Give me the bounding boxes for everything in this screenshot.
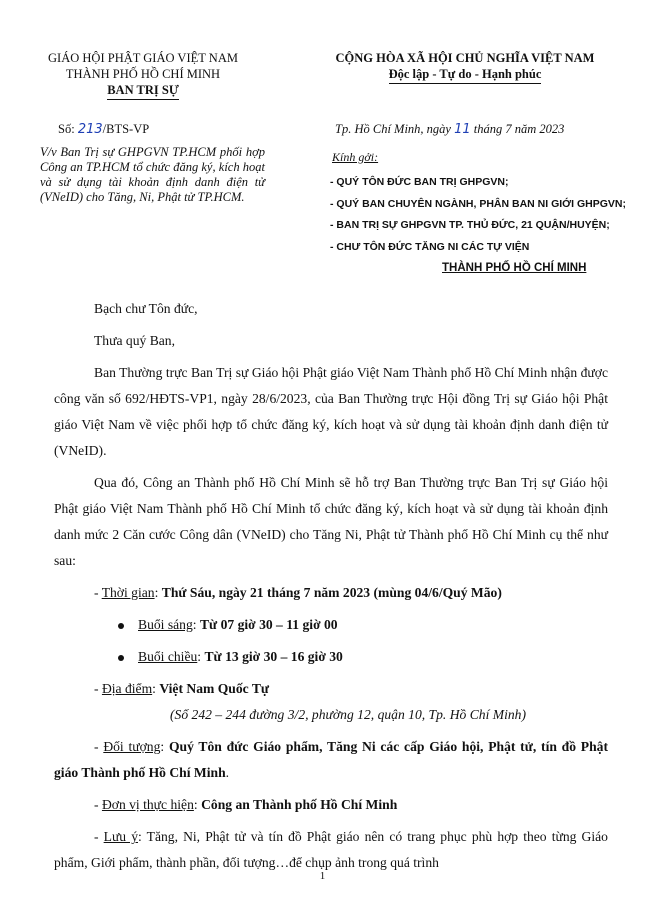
docno-prefix: Số: [58, 122, 75, 136]
time-row: - Thời gian: Thứ Sáu, ngày 21 tháng 7 năm 2023 (mùng 04/6/Quý Mão) [94, 585, 502, 600]
date-day-handwritten: 11 [454, 122, 471, 137]
morning-value: Từ 07 giờ 30 – 11 giờ 00 [199, 617, 338, 632]
time-value: Thứ Sáu, ngày 21 tháng 7 năm 2023 (mùng 04/6/Quý Mão) [161, 585, 502, 600]
bullet-icon [118, 623, 124, 629]
document-number [58, 122, 149, 137]
target-row: - Đối tượng: Quý Tôn đức Giáo phẩm, Tăng Ni các cấp Giáo hội, Phật tử, tín đồ Phật giáo Thành phố Hồ Chí Minh. [54, 739, 608, 780]
greeting-1: Bạch chư Tôn đức, [94, 301, 198, 316]
recipients-list [330, 172, 630, 280]
org-line-3: BAN TRỊ SỰ [107, 82, 179, 100]
docno-handwritten: 213 [77, 122, 103, 137]
place-value: Việt Nam Quốc Tự [159, 681, 270, 696]
paragraph-1: Ban Thường trực Ban Trị sự Giáo hội Phật giáo Việt Nam Thành phố Hồ Chí Minh nhận được công văn số 692/HĐTS-VP1, ngày 28/6/2023, của Ban Thường trực Hội đồng Trị sự Giáo hội Phật giáo Việt Nam về việc phối hợp tổ chức đăng ký, kích hoạt và sử dụng tài khoản định danh điện tử (VNeID). [54, 365, 608, 458]
afternoon-value: Từ 13 giờ 30 – 16 giờ 30 [204, 649, 343, 664]
note-value: Tăng, Ni, Phật tử và tín đồ Phật giáo nên có trang phục phù hợp theo từng Giáo phẩm, Giới phẩm, thành phần, đối tượng…để chụp ảnh trong quá trình [54, 829, 608, 870]
kinh-gui-label: Kính gởi: [332, 150, 379, 164]
note-label: Lưu ý [103, 829, 139, 844]
bullet-icon [118, 655, 124, 661]
morning-label: Buổi sáng [138, 617, 193, 632]
nation-title: CỘNG HÒA XÃ HỘI CHỦ NGHĨA VIỆT NAM [335, 51, 595, 65]
afternoon-label: Buổi chiều [138, 649, 198, 664]
unit-value: Công an Thành phố Hồ Chí Minh [201, 797, 398, 812]
recipient-item: - QUÝ BAN CHUYÊN NGÀNH, PHÂN BAN NI GIỚI GHPGVN; [330, 197, 626, 210]
place-label: Địa điểm [101, 681, 153, 696]
issuing-organization [38, 50, 248, 100]
letter-body [54, 296, 608, 876]
document-subject: V/v Ban Trị sự GHPGVN TP.HCM phối hợp Công an TP.HCM tổ chức đăng ký, kích hoạt và sử dụng tài khoản định danh điện tử (VNeID) cho Tăng, Ni, Phật tử TP.HCM. [40, 145, 265, 204]
date-line [335, 122, 564, 137]
docno-suffix: /BTS-VP [102, 122, 150, 136]
time-label: Thời gian [101, 585, 155, 600]
target-value: Quý Tôn đức Giáo phẩm, Tăng Ni các cấp Giáo hội, Phật tử, tín đồ Phật giáo Thành phố Hồ Chí Minh [54, 739, 608, 780]
recipient-city: THÀNH PHỐ HỒ CHÍ MINH [442, 262, 587, 274]
recipient-item: - CHƯ TÔN ĐỨC TĂNG NI CÁC TỰ VIỆN [330, 240, 530, 253]
recipient-item: - BAN TRỊ SỰ GHPGVN TP. THỦ ĐỨC, 21 QUẬN/HUYỆN; [330, 219, 610, 231]
place-row: - Địa điểm: Việt Nam Quốc Tự [94, 681, 270, 696]
org-line-2: THÀNH PHỐ HỒ CHÍ MINH [65, 67, 221, 81]
date-suffix: tháng 7 năm 2023 [473, 122, 565, 136]
note-row: - Lưu ý: Tăng, Ni, Phật tử và tín đồ Phật giáo nên có trang phục phù hợp theo từng Giáo phẩm, Giới phẩm, thành phần, đối tượng…để chụp ảnh trong quá trình [54, 829, 608, 870]
org-line-1: GIÁO HỘI PHẬT GIÁO VIỆT NAM [48, 51, 238, 65]
target-label: Đối tượng [103, 739, 161, 754]
afternoon-row: Buổi chiều: Từ 13 giờ 30 – 16 giờ 30 [78, 644, 608, 670]
page-number: 1 [319, 870, 326, 882]
national-heading [300, 50, 630, 84]
place-address: (Số 242 – 244 đường 3/2, phường 12, quận 10, Tp. Hồ Chí Minh) [170, 707, 526, 722]
unit-label: Đơn vị thực hiện [101, 797, 194, 812]
date-prefix: Tp. Hồ Chí Minh, ngày [335, 122, 451, 136]
recipient-item: - QUÝ TÔN ĐỨC BAN TRỊ GHPGVN; [330, 176, 509, 188]
unit-row: - Đơn vị thực hiện: Công an Thành phố Hồ Chí Minh [94, 797, 398, 812]
nation-motto: Độc lập - Tự do - Hạnh phúc [389, 66, 542, 84]
greeting-2: Thưa quý Ban, [94, 333, 175, 348]
paragraph-2: Qua đó, Công an Thành phố Hồ Chí Minh sẽ hỗ trợ Ban Thường trực Ban Trị sự Giáo hội Phật giáo Việt Nam Thành phố Hồ Chí Minh tổ chức đăng ký, kích hoạt và sử dụng tài khoản định danh mức 2 Căn cước Công dân (VNeID) cho Tăng Ni, Phật tử Thành phố Hồ Chí Minh cụ thể như sau: [54, 475, 608, 568]
morning-row: Buổi sáng: Từ 07 giờ 30 – 11 giờ 00 [78, 612, 608, 638]
